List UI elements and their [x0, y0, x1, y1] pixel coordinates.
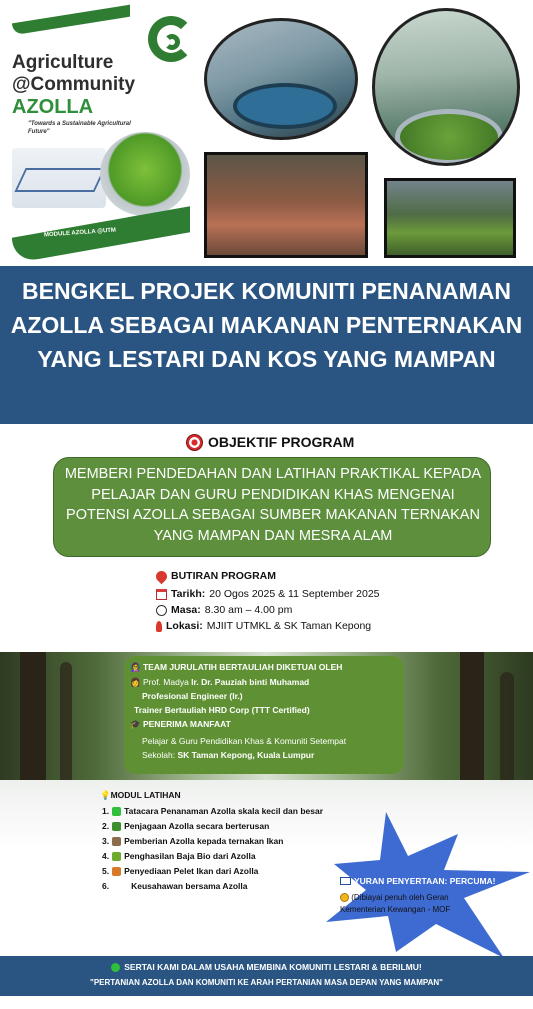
photo-fish-pond [204, 152, 368, 258]
module-label: Penjagaan Azolla secara berterusan [124, 821, 270, 831]
module-icon [112, 882, 128, 891]
target-icon [186, 434, 203, 451]
team-heading: 👩‍🏫 TEAM JURULATIH BERTAULIAH DIKETUAI OLEH [130, 662, 343, 672]
location-value: MJIIT UTMKL & SK Taman Kepong [206, 620, 372, 632]
graduation-cap-icon: 🎓 [130, 719, 141, 729]
detail-date [156, 588, 380, 600]
logo-stripe-top [12, 5, 130, 36]
beneficiary-2: Sekolah: SK Taman Kepong, Kuala Lumpur [142, 750, 315, 760]
module-number: 4. [102, 851, 110, 861]
photo-azolla-tank-circle [372, 8, 520, 166]
objective-heading [186, 432, 354, 452]
logo-line-community: @Community [12, 74, 136, 95]
module-label: Penyediaan Pelet Ikan dari Azolla [124, 866, 259, 876]
detail-location [156, 620, 371, 632]
beneficiary-heading: 🎓 PENERIMA MANFAAT [130, 719, 231, 729]
module-number: 2. [102, 821, 110, 831]
module-label: Tatacara Penanaman Azolla skala kecil dan besar [124, 806, 323, 816]
fee-note: (Dibiayai penuh oleh Geran Kementerian Kewangan - MOF [340, 893, 451, 914]
module-item [102, 806, 323, 816]
module-item [102, 836, 283, 846]
team-box [124, 656, 404, 774]
photo-fish-tanks-circle [204, 18, 358, 140]
team-credential-2: Trainer Bertauliah HRD Corp (TTT Certified) [134, 705, 310, 715]
team-leader: 👩 Prof. Madya Ir. Dr. Pauziah binti Muhamad [130, 677, 310, 687]
location-pin-icon [156, 621, 162, 632]
detail-time [156, 604, 292, 616]
module-item [102, 866, 258, 876]
fee-heading: YURAN PENYERTAAN: PERCUMA! [340, 876, 496, 886]
module-label: Pemberian Azolla kepada ternakan Ikan [124, 836, 284, 846]
page-title: BENGKEL PROJEK KOMUNITI PENANAMAN AZOLLA SEBAGAI MAKANAN PENTERNAKAN YANG LESTARI DAN KOS YANG MAMPAN [10, 278, 523, 372]
module-item [102, 881, 247, 891]
module-item [102, 851, 256, 861]
date-value: 20 Ogos 2025 & 11 September 2025 [209, 588, 380, 600]
azolla-logo-panel [8, 8, 194, 254]
green-circle-icon [111, 963, 120, 972]
logo-line-agriculture: Agriculture [12, 52, 114, 73]
azolla-tank-image [100, 132, 190, 216]
module-number: 5. [102, 866, 110, 876]
date-label: Tarikh: [171, 588, 206, 600]
modules-heading: 💡MODUL LATIHAN [100, 790, 181, 800]
clock-icon [156, 605, 167, 616]
module-number: 3. [102, 836, 110, 846]
lightbulb-icon: 💡 [100, 790, 111, 800]
details-heading [156, 570, 276, 582]
calendar-icon [156, 589, 167, 600]
objective-box [53, 457, 491, 557]
logo-tagline: "Towards a Sustainable Agricultural Future" [28, 121, 131, 135]
money-bag-icon [340, 893, 349, 902]
title-band [0, 266, 533, 424]
module-item [102, 821, 269, 831]
person-icon: 👩 [130, 677, 141, 687]
pushpin-icon [154, 568, 170, 584]
module-number: 1. [102, 806, 110, 816]
beneficiary-1: Pelajar & Guru Pendidikan Khas & Komuniti Setempat [142, 736, 347, 746]
module-icon [112, 837, 121, 846]
trainers-icon: 👩‍🏫 [130, 662, 141, 672]
module-number: 6. [102, 881, 110, 891]
photo-azolla-pond [384, 178, 516, 258]
logo-stripe-bottom [12, 206, 190, 263]
footer-line1: SERTAI KAMI DALAM USAHA MEMBINA KOMUNITI LESTARI & BERILMU! [0, 962, 533, 972]
module-icon [112, 822, 121, 831]
location-label: Lokasi: [166, 620, 203, 632]
team-credential-1: Profesional Engineer (Ir.) [142, 691, 243, 701]
footer-line2: "PERTANIAN AZOLLA DAN KOMUNITI KE ARAH PERTANIAN MASA DEPAN YANG MAMPAN" [90, 978, 443, 987]
module-label: Keusahawan bersama Azolla [131, 881, 248, 891]
module-caption: MODULE AZOLLA @UTM [43, 227, 117, 239]
objective-heading-text: OBJEKTIF PROGRAM [208, 434, 355, 450]
module-rack-image [12, 148, 106, 208]
time-value: 8.30 am – 4.00 pm [204, 604, 293, 616]
module-icon [112, 852, 121, 861]
logo-line-azolla: AZOLLA [12, 96, 94, 118]
module-label: Penghasilan Baja Bio dari Azolla [124, 851, 256, 861]
details-heading-text: BUTIRAN PROGRAM [171, 570, 276, 582]
module-icon [112, 867, 121, 876]
module-icon [112, 807, 121, 816]
objective-text: MEMBERI PENDEDAHAN DAN LATIHAN PRAKTIKAL KEPADA PELAJAR DAN GURU PENDIDIKAN KHAS MENGENAI POTENSI AZOLLA SEBAGAI SUMBER MAKANAN TERNAKAN YANG MAMPAN DAN MESRA ALAM [64, 466, 482, 544]
time-label: Masa: [171, 604, 201, 616]
flag-icon [340, 877, 351, 885]
logo-mark-inner-icon [164, 34, 180, 50]
